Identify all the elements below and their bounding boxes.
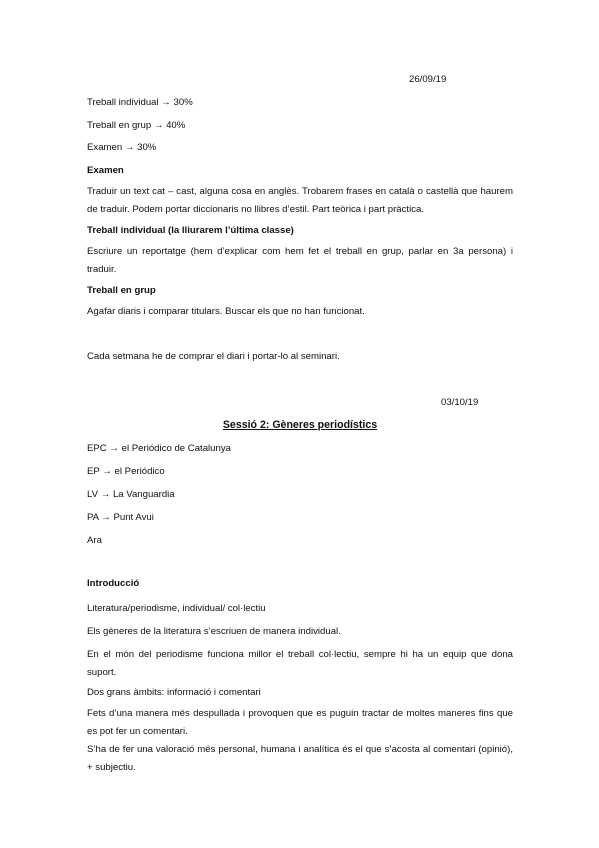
weekly-note: Cada setmana he de comprar el diari i portar-lo al seminari. [87, 351, 340, 362]
individual-text: Escriure un reportatge (hem d’explicar com hem fet el treball en grup, parlar en 3a persona) i traduir. [87, 246, 513, 275]
grading-exam: Examen → 30% [87, 142, 157, 153]
newspaper-item: EPC → el Periódico de Catalunya [87, 443, 231, 454]
intro-paragraph: Literatura/periodisme, individual/ col·lectiu [87, 603, 266, 614]
grading-individual: Treball individual → 30% [87, 97, 193, 108]
newspaper-item: LV → La Vanguardia [87, 489, 175, 500]
newspaper-item: Ara [87, 535, 102, 546]
grading-group: Treball en grup → 40% [87, 120, 186, 131]
group-heading: Treball en grup [87, 285, 156, 296]
intro-paragraph: En el món del periodisme funciona millor el treball col·lectiu, sempre hi ha un equip que dona suport. [87, 649, 513, 678]
newspaper-item: EP → el Periódico [87, 466, 165, 477]
intro-paragraph: Dos grans àmbits: informació i comentari [87, 687, 261, 698]
intro-paragraph: S’ha de fer una valoració més personal, humana i analítica és el que s’acosta al comentari (opinió), + subjectiu. [87, 744, 513, 773]
newspaper-item: PA → Punt Avui [87, 512, 154, 523]
intro-heading: Introducció [87, 578, 140, 589]
intro-paragraph: Els gèneres de la literatura s’escriuen de manera individual. [87, 626, 341, 637]
exam-heading: Examen [87, 165, 124, 176]
individual-heading: Treball individual (la lliurarem l’última classe) [87, 225, 294, 236]
exam-text: Traduir un text cat – cast, alguna cosa en anglès. Trobarem frases en català o castellà que haurem de traduir. Podem portar diccionaris no llibres d’estil. Part teòrica i part pràctica. [87, 186, 513, 215]
date-1: 26/09/19 [409, 74, 447, 85]
session-title: Sessió 2: Gèneres periodístics [222, 419, 378, 431]
group-text: Agafar diaris i comparar titulars. Buscar els que no han funcionat. [87, 306, 365, 317]
date-2: 03/10/19 [441, 397, 479, 408]
intro-paragraph: Fets d’una manera més despullada i provoquen que es puguin tractar de moltes maneres fins que es pot fer un comentari. [87, 708, 513, 737]
